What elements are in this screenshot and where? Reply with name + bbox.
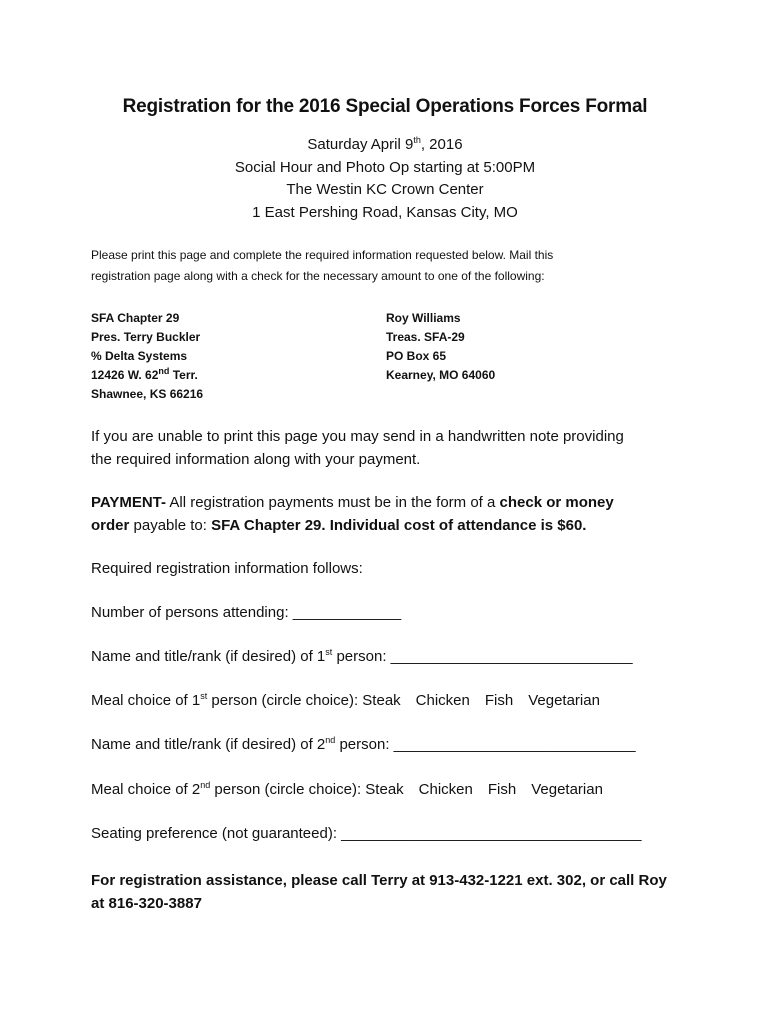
payment-method-1: check or money <box>499 494 614 511</box>
assistance-contact <box>91 869 691 915</box>
person-1-meal-choice <box>91 692 600 709</box>
person-1-name-field <box>91 648 633 665</box>
payment-payee-cost: SFA Chapter 29. Individual cost of attendance is $60. <box>211 517 587 534</box>
mailing-address-right <box>386 309 495 385</box>
person-2-name-field <box>91 736 636 753</box>
address-right-line-3: PO Box 65 <box>386 349 447 363</box>
payment-text-1: All registration payments must be in the form of a <box>166 494 500 511</box>
person-2-name-suffix: person: _____________________________ <box>335 736 636 753</box>
address-left-line-2: Pres. Terry Buckler <box>91 330 201 344</box>
payment-label: PAYMENT- <box>91 494 167 511</box>
person-2-meal-option-chicken: Chicken <box>418 781 473 798</box>
event-date <box>0 136 770 153</box>
payment-paragraph <box>91 491 691 537</box>
address-left-line-4 <box>91 366 203 385</box>
person-1-meal-suffix: person (circle choice): Steak <box>207 692 401 709</box>
payment-method-2: order <box>91 517 130 534</box>
persons-attending-field: Number of persons attending: _____________ <box>91 604 402 621</box>
event-social-hour: Social Hour and Photo Op starting at 5:00PM <box>234 159 536 176</box>
person-1-meal-option-vegetarian: Vegetarian <box>528 692 600 709</box>
person-1-meal-option-fish: Fish <box>484 692 514 709</box>
person-2-meal-suffix: person (circle choice): Steak <box>210 781 404 798</box>
payment-line-2 <box>91 514 691 537</box>
address-left-line-4-prefix: 12426 W. 62 <box>91 368 159 382</box>
handwritten-note <box>91 425 691 471</box>
event-address: 1 East Pershing Road, Kansas City, MO <box>252 204 518 221</box>
person-2-name-prefix: Name and title/rank (if desired) of 2 <box>91 736 326 753</box>
address-left-line-3: % Delta Systems <box>91 349 188 363</box>
person-1-meal-prefix: Meal choice of 1 <box>91 692 201 709</box>
person-1-meal-sup: st <box>200 691 208 701</box>
page-title: Registration for the 2016 Special Operations Forces Formal <box>122 96 648 117</box>
seating-preference-field: Seating preference (not guaranteed): ____________________________________ <box>91 825 642 842</box>
instructions-line-1: Please print this page and complete the required information requested below. Mail this <box>91 248 554 262</box>
person-2-meal-sup: nd <box>200 780 211 790</box>
address-left-line-1: SFA Chapter 29 <box>91 311 180 325</box>
person-2-meal-option-fish: Fish <box>487 781 517 798</box>
person-1-name-suffix: person: _____________________________ <box>332 648 633 665</box>
handwritten-note-line-2: the required information along with your payment. <box>91 451 421 468</box>
payment-line-1 <box>91 491 691 514</box>
person-1-name-sup: st <box>325 647 333 657</box>
person-1-name-prefix: Name and title/rank (if desired) of 1 <box>91 648 326 665</box>
person-2-meal-choice <box>91 781 603 798</box>
address-left-line-4-suffix: Terr. <box>169 368 198 382</box>
instructions-line-2: registration page along with a check for the necessary amount to one of the following: <box>91 269 545 283</box>
handwritten-note-line-1: If you are unable to print this page you may send in a handwritten note providing <box>91 428 624 445</box>
payment-text-2: payable to: <box>129 517 212 534</box>
mailing-address-left <box>91 309 203 404</box>
assistance-line-1: For registration assistance, please call Terry at 913-432-1221 ext. 302, or call Roy <box>91 872 667 889</box>
event-date-prefix: Saturday April 9 <box>307 136 414 153</box>
assistance-line-2: at 816-320-3887 <box>91 895 202 912</box>
address-right-line-2: Treas. SFA-29 <box>386 330 465 344</box>
address-left-line-5: Shawnee, KS 66216 <box>91 387 204 401</box>
person-1-meal-option-chicken: Chicken <box>415 692 470 709</box>
required-info-heading: Required registration information follows: <box>91 560 363 577</box>
person-2-meal-option-vegetarian: Vegetarian <box>531 781 603 798</box>
event-venue: The Westin KC Crown Center <box>286 181 484 198</box>
event-date-suffix: , 2016 <box>420 136 463 153</box>
address-left-line-4-sup: nd <box>158 366 170 376</box>
person-2-name-sup: nd <box>325 735 336 745</box>
address-right-line-4: Kearney, MO 64060 <box>386 368 496 382</box>
person-2-meal-prefix: Meal choice of 2 <box>91 781 201 798</box>
address-right-line-1: Roy Williams <box>386 311 461 325</box>
event-date-sup: th <box>413 135 421 145</box>
